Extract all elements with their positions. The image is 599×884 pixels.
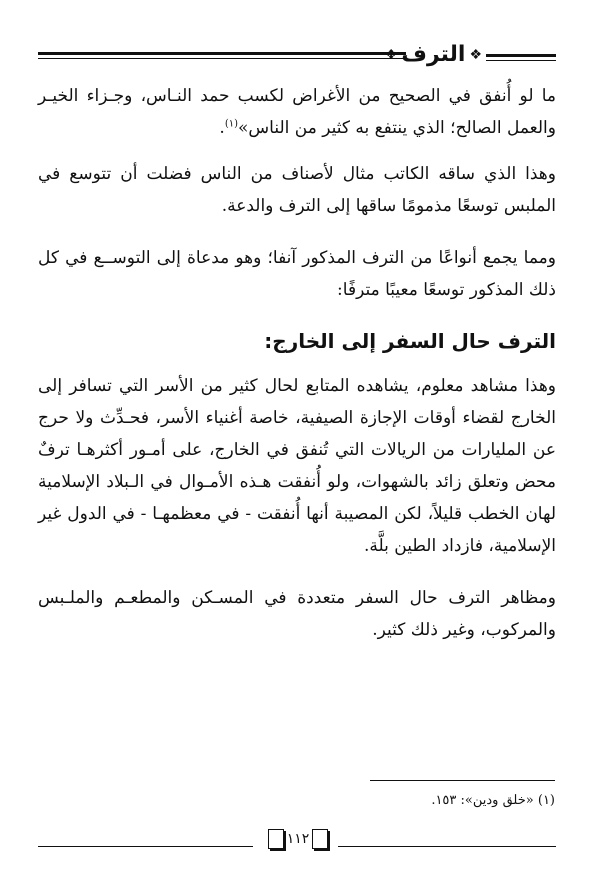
running-header-title: الترف xyxy=(401,42,466,67)
running-header xyxy=(38,38,556,72)
paragraph: ومظاهر الترف حال السفر متعددة في المسـكن والمطعـم والملـبس والمركوب، وغير ذلك كثير. xyxy=(38,588,556,640)
footer-rule xyxy=(38,846,253,847)
section-heading: الترف حال السفر إلى الخارج: xyxy=(264,329,556,353)
footnote: (١) «خلق ودين»: ١٥٣. xyxy=(431,793,555,808)
footnote-separator xyxy=(370,780,555,781)
paragraph xyxy=(38,80,556,144)
page-footer xyxy=(38,824,556,854)
page-number: ١١٢ xyxy=(286,831,310,847)
header-double-rule-thin xyxy=(38,58,406,59)
paragraph-punct: . xyxy=(219,118,225,138)
header-double-rule xyxy=(38,52,406,55)
book-icon xyxy=(312,829,328,849)
header-title-group xyxy=(385,38,556,72)
paragraph: وهذا الذي ساقه الكاتب مثال لأصناف من الناس فضلت أن تتوسع في الملبس توسعًا مذمومًا ساقها إلى الترف والدعة. xyxy=(38,164,556,216)
ornament-icon: ❖ xyxy=(469,47,482,63)
footer-rule xyxy=(338,846,556,847)
main-text xyxy=(38,80,556,666)
footnote-ref[interactable]: (١) xyxy=(224,118,238,130)
book-icon xyxy=(268,829,284,849)
paragraph-text: ما لو أُنفق في الصحيح من الأغراض لكسب حمد النـاس، وجـزاء الخيـر والعمل الصالح؛ الذي ينتفع به كثير من الناس» xyxy=(38,86,556,138)
paragraph: وهذا مشاهد معلوم، يشاهده المتابع لحال كثير من الأسر التي تسافر إلى الخارج لقضاء أوقات الإجازة الصيفية، خاصة أغنياء الأسر، فحـدِّث ولا حرج عن المليارات من الريالات التي تُنفق في الخارج، على أمـور أكثرهـا ترفٌ محض وتعلق زائد بالشهوات، ولو أُنفقت هـذه الأمـوال في الـبلاد الإسلامية لهان الخطب قليلاً، لكن المصيبة أنها أُنفقت - في معظمهـا - في الدول غير الإسلامية، فازداد الطين بلَّة. xyxy=(38,376,556,556)
page-number-group xyxy=(258,826,338,852)
header-tail-rule xyxy=(486,54,556,57)
ornament-icon: ❖ xyxy=(384,47,398,63)
paragraph: ومما يجمع أنواعًا من الترف المذكور آنفا؛ وهو مدعاة إلى التوســع في كل ذلك المذكور توسعًا معيبًا مترفًا: xyxy=(38,248,556,300)
